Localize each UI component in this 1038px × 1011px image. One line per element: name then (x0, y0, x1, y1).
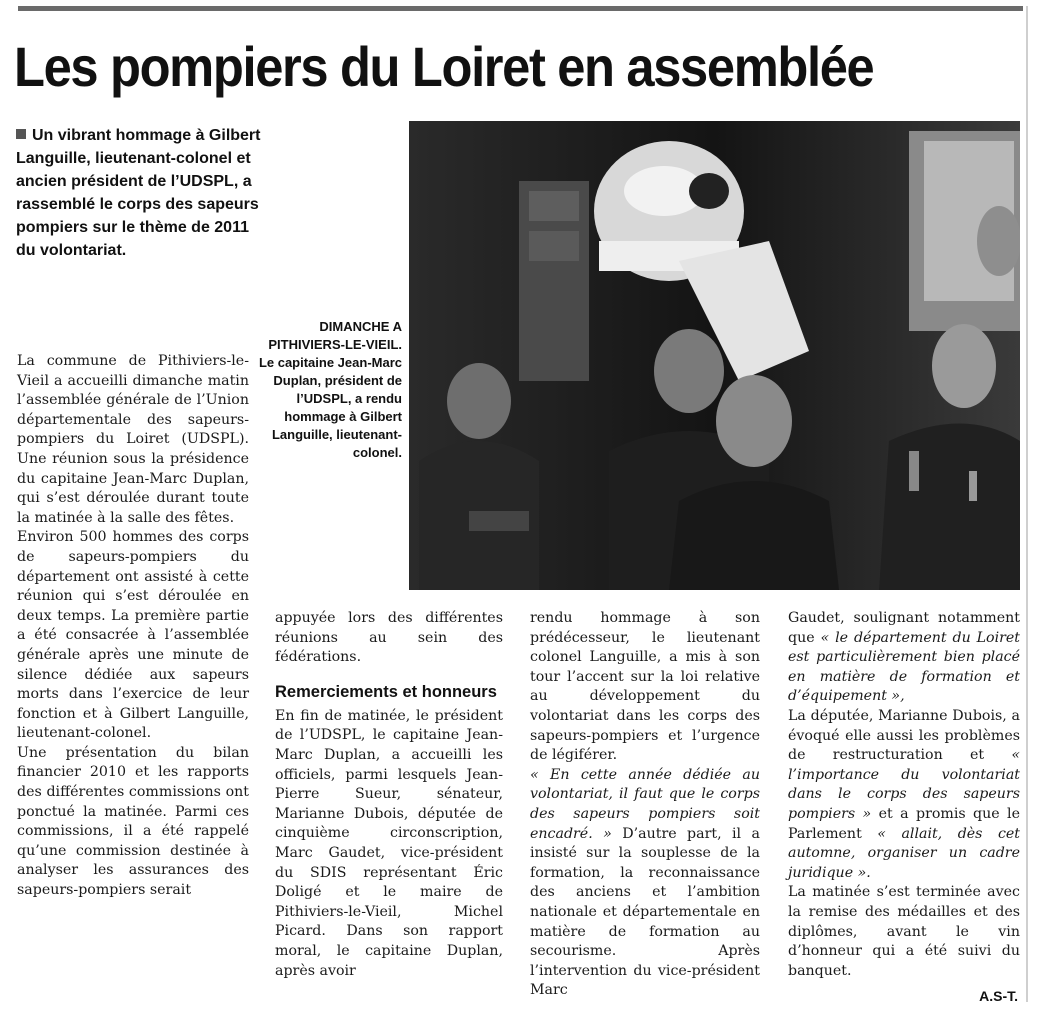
quote: « l’importance du volontariat dans le corps des sapeurs pompiers » (788, 747, 1020, 822)
bullet-square-icon (16, 129, 26, 139)
article-column-4 (788, 609, 1020, 981)
paragraph: En fin de matinée, le président de l’UDSPL, le capitaine Jean-Marc Duplan, a accueilli les officiels, parmi lesquels Jean-Pierre Sueur, sénateur, Marianne Dubois, députée de cinquième circonscription, Marc Gaudet, vice-président du SDIS représentant Éric Doligé et le maire de Pithiviers-le-Vieil, Michel Picard. Dans son rapport moral, le capitaine Duplan, après avoir (275, 707, 503, 979)
paragraph-text: La députée, Marianne Dubois, a évoqué elle aussi les problèmes de restructuration et (788, 707, 1020, 764)
subheading: Remerciements et honneurs (275, 682, 497, 701)
quote: « allait, dès cet automne, organiser un cadre juridique ». (788, 825, 1020, 881)
paragraph: La matinée s’est terminée avec la remise des médailles et des diplômes, avant le vin d’honneur qui a été suivi du banquet. (788, 884, 1020, 979)
headline: Les pompiers du Loiret en assemblée (14, 35, 874, 98)
paragraph-text: Gaudet, soulignant notamment que (788, 610, 1020, 646)
paragraph (530, 766, 760, 1001)
top-rule (18, 6, 1023, 11)
photo-caption (250, 318, 402, 462)
paragraph: La commune de Pithiviers-le-Vieil a accueilli dimanche matin l’assemblée générale de l’Union départementale des sapeurs-pompiers du Loiret (UDSPL). Une réunion sous la présidence du capitaine Jean-Marc Duplan, qui s’est déroulée durant toute la matinée à la salle des fêtes. (17, 353, 249, 526)
lead-paragraph (16, 124, 266, 262)
article-column-3 (530, 609, 760, 1001)
article-photo (409, 121, 1020, 590)
paragraph: Environ 500 hommes des corps de sapeurs-pompiers du département ont assisté à cette réunion qui s’est déroulée en deux temps. La première partie a été consacrée à l’assemblée générale après une minute de silence dédiée aux sapeurs morts dans l’exercice de leur fonction et à Gilbert Languille, lieutenant-colonel. (17, 529, 249, 742)
paragraph: rendu hommage à son prédécesseur, le lieutenant colonel Languille, a mis à son tour l’accent sur la loi relative au développement du volontariat dans les corps des sapeurs-pompiers et l’urgence de légiférer. (530, 610, 760, 764)
paragraph (788, 609, 1020, 707)
page-edge (1026, 6, 1028, 1002)
paragraph (788, 707, 1020, 883)
caption-text: Le capitaine Jean-Marc Duplan, président de l’UDSPL, a rendu hommage à Gilbert Languille, lieutenant-colonel. (258, 355, 402, 460)
quote: « En cette année dédiée au volontariat, il faut que le corps des sapeurs pompiers soit encadré. » (530, 766, 760, 842)
article-column-1 (17, 352, 249, 901)
author-signature: A.S-T. (979, 988, 1018, 1004)
paragraph-text: D’autre part, il a insisté sur la souplesse de la formation, la reconnaissance des anciens et l’ambition nationale et départementale en matière de formation au secourisme. Après l’intervention du vice-président Marc (530, 825, 760, 999)
caption-place: DIMANCHE A PITHIVIERS-LE-VIEIL. (268, 319, 402, 352)
paragraph: appuyée lors des différentes réunions au sein des fédérations. (275, 610, 503, 666)
article-column-2 (275, 609, 503, 981)
quote: « le département du Loiret est particulièrement bien placé en matière de formation et d’équipement », (788, 629, 1020, 705)
paragraph: Une présentation du bilan financier 2010 et les rapports des différentes commissions ont ponctué la matinée. Parmi ces commissions, il a été rappelé qu’une commission destinée à analyser les assurances des sapeurs-pompiers serait (17, 744, 249, 899)
paragraph-text: et a promis que le Parlement (788, 805, 1020, 842)
photo-firefighters-assembly (409, 121, 1020, 590)
lead-text: Un vibrant hommage à Gilbert Languille, lieutenant-colonel et ancien président de l’UDSPL, a rassemblé le corps des sapeurs pompiers sur le thème de 2011 du volontariat. (16, 127, 261, 259)
